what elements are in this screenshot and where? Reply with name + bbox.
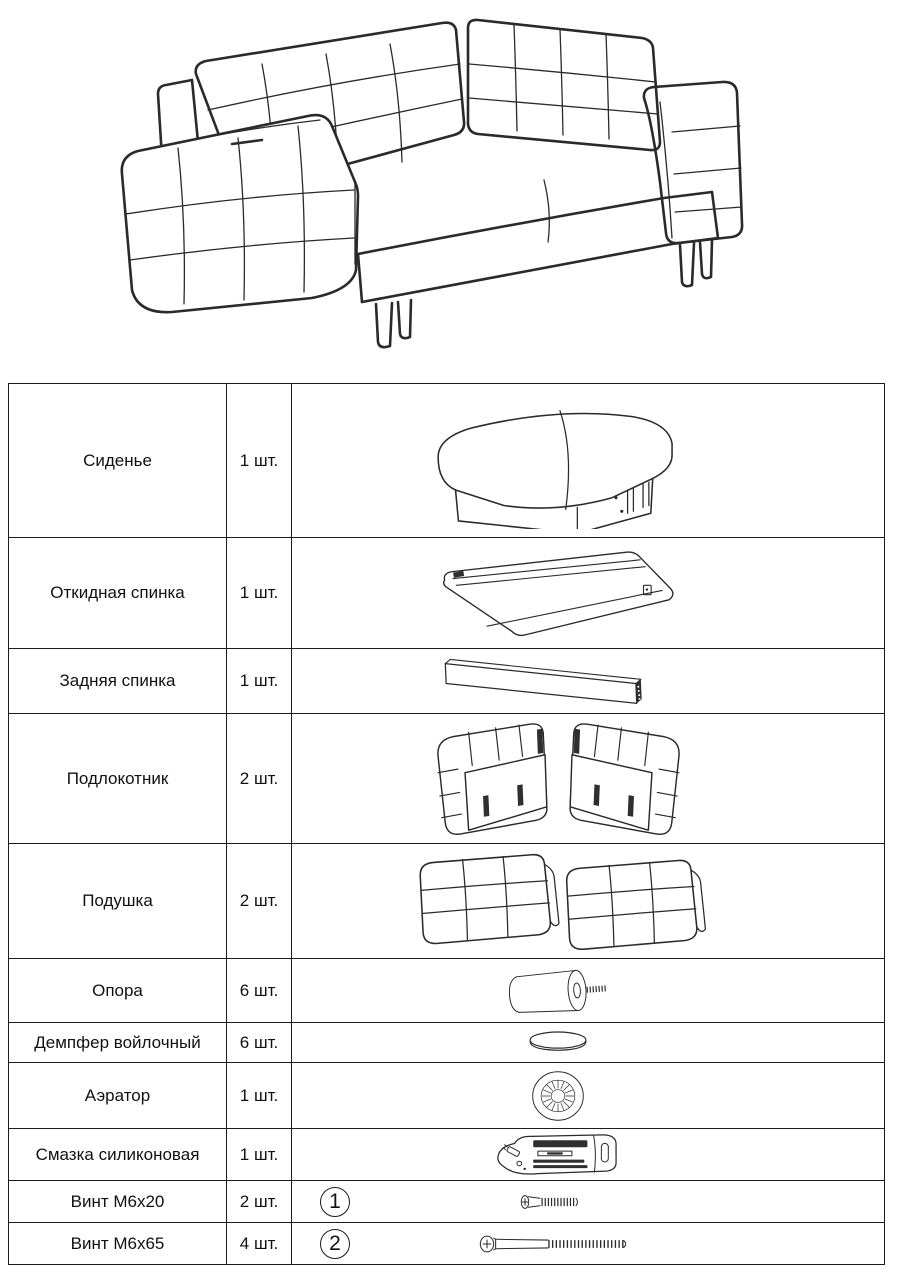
cushion-pair-illustration: [408, 848, 708, 954]
table-row: [9, 384, 884, 538]
seat-illustration: [413, 393, 703, 529]
part-qty: 6 шт.: [227, 1023, 292, 1062]
part-figure-cell: [292, 649, 884, 713]
part-name: Винт М6х20: [9, 1181, 227, 1222]
part-name: Демпфер войлочный: [9, 1023, 227, 1062]
part-figure-cell: [292, 384, 884, 537]
part-qty: 2 шт.: [227, 1181, 292, 1222]
part-qty: 2 шт.: [227, 714, 292, 843]
part-qty: 1 шт.: [227, 384, 292, 537]
part-figure-cell: [292, 959, 884, 1022]
part-name: Подушка: [9, 844, 227, 958]
screw-m6x20-illustration: [513, 1189, 603, 1215]
part-figure-cell: [292, 538, 884, 648]
part-name: Сиденье: [9, 384, 227, 537]
part-figure-cell: [292, 1063, 884, 1128]
table-row: [9, 959, 884, 1023]
screw-marker-2: 2: [320, 1229, 350, 1259]
felt-damper-illustration: [503, 1026, 613, 1060]
part-figure-cell: [292, 1129, 884, 1180]
part-name: Задняя спинка: [9, 649, 227, 713]
rear-back-panel-illustration: [433, 652, 683, 710]
part-name: Смазка силиконовая: [9, 1129, 227, 1180]
aerator-illustration: [528, 1067, 588, 1125]
table-row: [9, 714, 884, 844]
part-figure-cell: [292, 1181, 884, 1222]
part-qty: 1 шт.: [227, 1063, 292, 1128]
part-figure-cell: [292, 844, 884, 958]
table-row: [9, 844, 884, 959]
screw-marker-1: 1: [320, 1187, 350, 1217]
part-name: Подлокотник: [9, 714, 227, 843]
table-row: [9, 1063, 884, 1129]
leg-support-illustration: [486, 962, 631, 1020]
sofa-line-art-svg: [112, 2, 752, 352]
table-row: [9, 649, 884, 714]
part-qty: 4 шт.: [227, 1223, 292, 1264]
part-name: Откидная спинка: [9, 538, 227, 648]
silicone-grease-illustration: [478, 1131, 638, 1179]
table-row: [9, 1129, 884, 1181]
part-name: Аэратор: [9, 1063, 227, 1128]
part-qty: 6 шт.: [227, 959, 292, 1022]
folding-backrest-illustration: [431, 545, 686, 641]
table-row: [9, 1023, 884, 1063]
sofa-illustration: [112, 2, 752, 352]
part-qty: 2 шт.: [227, 844, 292, 958]
part-figure-cell: [292, 1223, 884, 1264]
part-figure-cell: [292, 1023, 884, 1062]
table-row: [9, 538, 884, 649]
part-figure-cell: [292, 714, 884, 843]
part-qty: 1 шт.: [227, 1129, 292, 1180]
armrest-pair-illustration: [416, 717, 701, 841]
part-qty: 1 шт.: [227, 649, 292, 713]
parts-table: [8, 383, 885, 1265]
part-qty: 1 шт.: [227, 538, 292, 648]
part-name: Опора: [9, 959, 227, 1022]
part-name: Винт М6х65: [9, 1223, 227, 1264]
table-row: [9, 1223, 884, 1264]
screw-m6x65-illustration: [476, 1231, 641, 1257]
table-row: [9, 1181, 884, 1223]
